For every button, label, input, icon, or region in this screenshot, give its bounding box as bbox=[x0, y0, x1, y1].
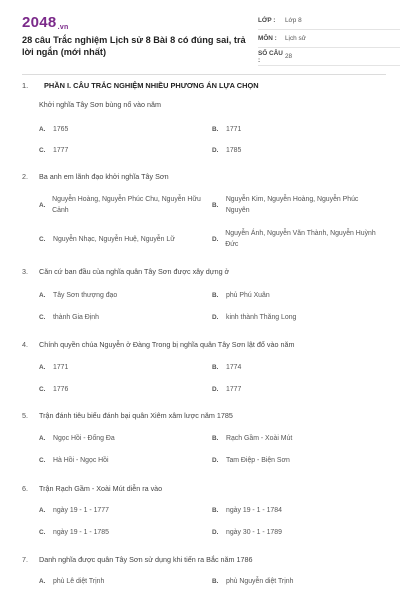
option-letter: B. bbox=[212, 126, 219, 133]
option-c[interactable] bbox=[39, 312, 99, 323]
option-text: thành Gia Định bbox=[53, 314, 99, 321]
question-line bbox=[22, 409, 386, 421]
option-b[interactable] bbox=[212, 433, 292, 444]
meta-key: SỐ CÂU : bbox=[258, 49, 283, 64]
question-6 bbox=[22, 482, 386, 494]
meta-row-subject bbox=[258, 30, 400, 48]
option-letter: C. bbox=[39, 314, 46, 321]
meta-key: LỚP : bbox=[258, 17, 276, 24]
option-text: phủ Phú Xuân bbox=[226, 292, 270, 299]
option-a[interactable] bbox=[39, 290, 117, 301]
option-letter: C. bbox=[39, 236, 46, 243]
question-text: Chính quyền chúa Nguyễn ở Đàng Trong bị nghĩa quân Tây Sơn lật đổ vào năm bbox=[39, 339, 295, 349]
option-text: 1785 bbox=[226, 147, 242, 154]
option-text: Hà Hồi - Ngọc Hồi bbox=[53, 457, 109, 464]
option-c[interactable] bbox=[39, 145, 68, 156]
option-text: kinh thành Thăng Long bbox=[226, 314, 297, 321]
option-text: phù Lê diệt Trịnh bbox=[53, 578, 105, 585]
option-text: 1774 bbox=[226, 364, 242, 371]
option-text: 1771 bbox=[53, 364, 69, 371]
meta-value: Lớp 8 bbox=[285, 17, 302, 24]
meta-key: MÔN : bbox=[258, 35, 277, 42]
option-d[interactable] bbox=[212, 312, 296, 323]
option-letter: A. bbox=[39, 201, 46, 209]
option-letter: D. bbox=[212, 147, 219, 154]
option-text: Ngọc Hồi - Đống Đa bbox=[53, 435, 115, 442]
option-letter: C. bbox=[39, 147, 46, 154]
option-text: Nguyễn Ánh, Nguyễn Văn Thành, Nguyễn Huỳnh Đức bbox=[225, 230, 376, 248]
logo-text: 2048 bbox=[22, 14, 57, 31]
meta-row-count bbox=[258, 48, 400, 66]
question-line bbox=[22, 338, 386, 350]
option-b[interactable] bbox=[212, 290, 270, 301]
option-letter: A. bbox=[39, 126, 46, 133]
option-letter: A. bbox=[39, 435, 46, 442]
option-letter: C. bbox=[39, 529, 46, 536]
option-text: Rạch Gầm - Xoài Mút bbox=[226, 435, 293, 442]
section-title: PHẦN I. CÂU TRẮC NGHIỆM NHIỀU PHƯƠNG ÁN LỰA CHỌN bbox=[44, 81, 259, 90]
question-number: 4. bbox=[22, 339, 28, 349]
question-line bbox=[22, 482, 386, 494]
option-letter: D. bbox=[212, 235, 219, 243]
option-d[interactable] bbox=[212, 455, 290, 466]
option-text: 1777 bbox=[226, 386, 242, 393]
option-a[interactable] bbox=[39, 433, 115, 444]
question-text: Ba anh em lãnh đạo khởi nghĩa Tây Sơn bbox=[39, 171, 169, 181]
option-text: phù Nguyễn diệt Trịnh bbox=[226, 578, 294, 585]
option-letter: B. bbox=[212, 364, 219, 371]
option-letter: D. bbox=[212, 314, 219, 321]
option-letter: D. bbox=[212, 386, 219, 393]
option-c[interactable] bbox=[39, 384, 68, 395]
question-number: 6. bbox=[22, 483, 28, 493]
option-letter: A. bbox=[39, 578, 46, 585]
option-text: Tây Sơn thượng đạo bbox=[53, 292, 118, 299]
option-text: 1776 bbox=[53, 386, 69, 393]
question-number: 3. bbox=[22, 266, 28, 276]
site-logo[interactable] bbox=[22, 14, 69, 31]
option-text: Nguyễn Hoàng, Nguyễn Phúc Chu, Nguyễn Hữu Cảnh bbox=[52, 196, 201, 214]
option-text: 1777 bbox=[53, 147, 69, 154]
option-b[interactable] bbox=[212, 576, 293, 587]
meta-value: 28 bbox=[285, 53, 293, 60]
option-text: Tam Điệp - Biện Sơn bbox=[226, 457, 290, 464]
option-letter: B. bbox=[212, 201, 219, 209]
option-a[interactable] bbox=[39, 505, 109, 516]
option-text: 1771 bbox=[226, 126, 242, 133]
option-text: ngày 30 - 1 - 1789 bbox=[226, 529, 282, 536]
option-letter: D. bbox=[212, 529, 219, 536]
option-b[interactable] bbox=[212, 194, 382, 216]
question-text: Danh nghĩa được quân Tây Sơn sử dụng khi tiến ra Bắc năm 1786 bbox=[39, 554, 253, 564]
question-number: 7. bbox=[22, 554, 28, 564]
option-letter: B. bbox=[212, 292, 219, 299]
question-5 bbox=[22, 409, 386, 421]
question-number: 5. bbox=[22, 410, 28, 420]
option-d[interactable] bbox=[212, 384, 241, 395]
question-text: Căn cứ ban đầu của nghĩa quân Tây Sơn được xây dựng ở bbox=[39, 266, 230, 276]
question-number: 1. bbox=[22, 81, 29, 90]
option-c[interactable] bbox=[39, 455, 109, 466]
document-header bbox=[22, 0, 386, 75]
question-7 bbox=[22, 553, 386, 565]
section-heading bbox=[22, 81, 259, 90]
logo-tld: .vn bbox=[57, 24, 69, 31]
meta-value: Lịch sử bbox=[285, 35, 306, 42]
question-4 bbox=[22, 338, 386, 350]
question-number: 2. bbox=[22, 171, 28, 181]
option-letter: B. bbox=[212, 578, 219, 585]
option-letter: C. bbox=[39, 386, 46, 393]
question-text: Trận đánh tiêu biểu đánh bại quân Xiêm xâm lược năm 1785 bbox=[39, 410, 233, 420]
option-text: ngày 19 - 1 - 1785 bbox=[53, 529, 109, 536]
option-text: Nguyễn Kim, Nguyễn Hoàng, Nguyễn Phúc Nguyên bbox=[225, 196, 359, 214]
question-line bbox=[22, 553, 386, 565]
question-text: Khởi nghĩa Tây Sơn bùng nổ vào năm bbox=[39, 100, 161, 109]
option-a[interactable] bbox=[39, 194, 209, 216]
option-letter: B. bbox=[212, 435, 219, 442]
option-c[interactable] bbox=[39, 234, 175, 245]
option-letter: D. bbox=[212, 457, 219, 464]
option-letter: A. bbox=[39, 507, 46, 514]
option-letter: C. bbox=[39, 457, 46, 464]
option-b[interactable] bbox=[212, 124, 241, 135]
option-d[interactable] bbox=[212, 527, 282, 538]
option-a[interactable] bbox=[39, 576, 104, 587]
option-d[interactable] bbox=[212, 228, 382, 250]
question-3 bbox=[22, 265, 386, 277]
question-line bbox=[22, 265, 386, 277]
question-line bbox=[22, 170, 386, 182]
option-c[interactable] bbox=[39, 527, 109, 538]
option-a[interactable] bbox=[39, 362, 68, 373]
option-text: 1765 bbox=[53, 126, 69, 133]
meta-table bbox=[258, 12, 400, 66]
meta-row-grade bbox=[258, 12, 400, 30]
option-text: ngày 19 - 1 - 1784 bbox=[226, 507, 282, 514]
option-letter: A. bbox=[39, 364, 46, 371]
option-b[interactable] bbox=[212, 505, 282, 516]
option-text: Nguyễn Nhạc, Nguyễn Huệ, Nguyễn Lữ bbox=[53, 236, 175, 243]
document-title: 28 câu Trắc nghiệm Lịch sử 8 Bài 8 có đúng sai, trả lời ngắn (mới nhất) bbox=[22, 35, 246, 57]
question-text: Trận Rạch Gầm - Xoài Mút diễn ra vào bbox=[39, 483, 163, 493]
option-b[interactable] bbox=[212, 362, 241, 373]
option-a[interactable] bbox=[39, 124, 68, 135]
option-letter: A. bbox=[39, 292, 46, 299]
option-letter: B. bbox=[212, 507, 219, 514]
question-2 bbox=[22, 170, 386, 182]
option-d[interactable] bbox=[212, 145, 241, 156]
option-text: ngày 19 - 1 - 1777 bbox=[53, 507, 109, 514]
